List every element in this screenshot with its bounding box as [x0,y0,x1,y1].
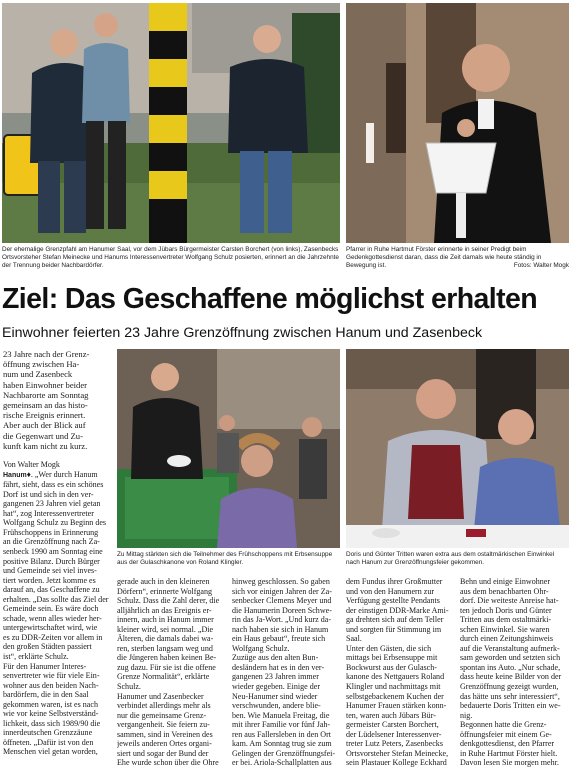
column-1-line: untergewirtschaftet wird, wie [3,623,98,633]
column-1-line: positive Bilanz. Durch Bürger [3,556,100,566]
column-2-line: zug dazu. Für sie ist die offene [117,662,216,672]
column-2-line: jeweils anderen Ortes organi- [117,739,212,749]
column-1-line: erhalten. „Das sollte das Ziel der [3,594,109,604]
column-2-line: Schulz. [117,682,141,692]
column-2-line: Dörfern“, erinnerte Wolfgang [117,586,213,596]
column-1-line: ist“, erklärte Schulz. [3,651,69,661]
column-5-line: durch einen Zeitungshinweis [460,634,553,644]
dateline: Hanum [3,471,27,479]
column-5-line: schen Einwinkel. Sie waren [460,624,550,634]
column-3-line: Zuzüge aus den alten Bun- [232,653,319,663]
column-4-line: Bockwurst aus der Gulasch- [346,662,437,672]
photo-soup-caption: Zu Mittag stärkten sich die Teilnehmer des Frühschoppens mit Erbsensuppe aus der Gulaschkanone von Roland Klingler. [117,551,333,566]
column-2-line: gerade auch in den kleineren [117,577,210,586]
photo-soup [117,349,340,548]
column-5-line: aus dem benachbarten Ohr- [460,586,549,596]
column-3-line: er bei. Ariola-Schallplatten aus [232,758,332,768]
column-3-line: hinweg geschlossen. So gaben [232,577,330,586]
column-3-line: ben. Wie Manuela Freitag, die [232,710,330,720]
column-1-text [3,470,111,757]
column-3-line: Wolfgang Schulz. [232,643,290,653]
column-3-line: nach haben sie sich in Hanum [232,624,329,634]
article-subheadline: Einwohner feierten 23 Jahre Grenzöffnung zwischen Hanum und Zasenbeck [2,325,483,341]
column-4-line: dem Fundus ihrer Großmutter [346,577,443,586]
column-1-line: wohner aus den beiden Nach- [3,680,99,690]
column-4-line: ten, waren auch Jübars Bür- [346,710,436,720]
photo-pastor-caption: Pfarrer in Ruhe Hartmut Förster erinnerte in seiner Predigt beim Gedenkgottesdienst daran, dass die Zeit damals wie heute ständig in Bewegung ist. [346,246,542,269]
column-5-line: sam geworden und setzten sich [460,653,561,663]
column-1-line: Frühschoppens in Erinnerung [3,527,99,537]
column-4-line: Ortsvorsteher Stefan Meinecke, [346,748,449,758]
column-5-line: Behn und einige Einwohner [460,577,551,586]
column-5-line: Tritten aus dem ostaltmärki- [460,615,552,625]
column-3-line: desländern hat es in den ver- [232,662,325,672]
column-3-line: sich vor einigen Jahren der Za- [232,586,332,596]
article-column-5 [460,577,569,768]
column-1-line: gekommen waren, ist es nach [3,699,98,709]
column-5-line: Davon lesen Sie morgen mehr. [460,758,559,768]
column-5-line: öffnungsfeier mit einem Ge- [460,729,552,739]
column-4-line: Verfügung gestellte Pendants [346,596,440,606]
photo-border-post-caption: Der ehemalige Grenzpfahl am Hanumer Saal, vor dem Jübars Bürgermeister Carsten Borchert (von links), Zasenbecks Ortsvorsteher Stefan Meinecke und Hanums Interessenvertreter Wolfgang Schulz posierten, erinnert an die Jahrzehnte der Trennung beider Nachbardörfer. [2,246,339,269]
column-3-line: ein Haus gebaut“, freute sich [232,634,326,644]
column-4-line: Unter den Gästen, die sich [346,643,432,653]
column-1-line: darauf an, das Geschaffene zu [3,585,100,595]
column-2-line: ren, sterben langsam weg und [117,643,213,653]
column-1-line: ♦. „Wer durch Hanum [26,469,98,479]
column-3-line: mit ihrer Familie vor fünf Jah- [232,720,331,730]
column-1-line: Menschen viel getan worden, [3,747,98,757]
column-2-line: nur die gemeinsame Grenz- [117,710,207,720]
column-1-line: innerdeutschen Grenzzäune [3,728,93,738]
photo-soup-image [117,349,340,548]
column-2-line: kleiner wird, sei normal. „Die [117,624,214,634]
intro-line: rische Ereignis erinnert. [3,410,86,421]
column-4-line: kanone des Nettgauers Roland [346,672,445,682]
column-2-line: Schulz. Dass die Zahl derer, die [117,596,220,606]
article-column-1 [3,349,111,757]
column-4-line: treter Lutz Peters, Zasenbecks [346,739,443,749]
column-3-line: ren aus Fallersleben in den Ort [232,729,331,739]
column-1-line: Wolfgang Schulz zu Beginn des [3,518,107,528]
intro-paragraph [3,349,111,451]
column-4-line: ga drehten sich auf dem Teller [346,615,444,625]
column-3-line: kam. Am Sonntag trug sie zum [232,739,332,749]
article-column-2 [117,577,227,768]
column-5-line: dorf. Die weiteste Anreise hat- [460,596,559,606]
column-4-line: germeister Carsten Borchert, [346,720,439,730]
column-4-line: und sorgten für Stimmung im [346,624,442,634]
column-3-line: verschwunden, andere blie- [232,701,321,711]
article-column-4 [346,577,456,768]
column-5-line: dass heute keine Bilder von der [460,672,562,682]
column-2-line: Grenze Normalität“, erklärte [117,672,210,682]
column-1-line: Für den Hanumer Interes- [3,661,87,671]
author-byline: Von Walter Mogk [3,460,60,470]
photo-pastor-image [346,3,569,243]
article-column-3 [232,577,342,768]
column-5-line: auf die Veranstaltung aufmerk- [460,643,560,653]
column-1-line: lichkeit, dass sich 1989/90 die [3,718,101,728]
column-1-line: Dorf ist und sich in den ver- [3,489,94,499]
column-2-line: Hanumer und Zasenbecker [117,691,204,701]
column-5-line: bedauerte Doris Tritten ein we- [460,701,561,711]
intro-line: öffnung zwischen Ha- [3,359,80,370]
column-1-line: schade, wenn alles wieder her- [3,613,102,623]
column-4-line: Saal. [346,634,362,644]
column-1-line: den großen Städten passiert [3,642,92,652]
photo-credit: Fotos: Walter Mogk [513,262,569,269]
column-5-line: denkgottesdienst, den Pfarrer [460,739,555,749]
column-5-line: nig. [460,710,473,720]
column-1-line: fährt, sieht, dass es ein schönes [3,480,104,490]
photo-couple-image [346,349,569,548]
column-2-line: vergangenheit. Sie feiern zu- [117,720,210,730]
column-5-line: in Ruhe Hartmut Förster hielt. [460,748,558,758]
column-1-line: öffneten. „Dafür ist von den [3,737,94,747]
column-1-line: senbeck 1990 am Sonntag eine [3,546,103,556]
column-4-line: Hanumer Frauen stärken konn- [346,701,447,711]
column-4-line: der Lüdelsener Interessenver- [346,729,442,739]
column-2-line: alljährlich an das Ereignis er- [117,605,212,615]
column-5-line: Begonnen hatte die Grenz- [460,720,547,730]
intro-line: die Gegenwart und Zu- [3,430,83,441]
column-4-line: und von den Hanumern zur [346,586,435,596]
column-1-line: senvertreter wie für viele Ein- [3,671,100,681]
photo-border-post-image [2,3,340,243]
intro-line: kunft kam nicht zu kurz. [3,440,88,451]
column-3-line: wieder gegeben. Einige der [232,682,321,692]
intro-line: 23 Jahre nach der Grenz- [3,349,90,359]
column-5-line: spontan ins Auto. „Nur schade, [460,662,561,672]
column-5-line: Grenzöffnung gezeigt wurden, [460,682,559,692]
column-3-line: rin das Ja-Wort. „Und kurz da- [232,615,332,625]
column-1-line: bardörfern, die in den Saal [3,690,89,700]
photo-pastor [346,3,569,243]
column-1-line: hat“, zog Interessenvertreter [3,508,94,518]
column-3-line: die Hanumerin Doreen Schwe- [232,605,332,615]
photo-border-post [2,3,340,243]
column-5-line: ten jedoch Doris und Günter [460,605,552,615]
column-4-line: Klingler und nachmittags mit [346,682,441,692]
column-1-line: gangenen 23 Jahren viel getan [3,499,101,509]
column-3-line: gangenen 23 Jahren immer [232,672,319,682]
column-4-line: sein Plastauer Kollege Eckhard [346,758,447,768]
column-1-line: tiert worden. Jetzt komme es [3,575,96,585]
column-2-line: siert und sogar der Bund der [117,748,209,758]
intro-line: haben Einwohner beider [3,379,87,390]
photo-couple [346,349,569,548]
column-5-line: das hätte uns sehr interessiert“, [460,691,560,701]
article-headline: Ziel: Das Geschaffene möglichst erhalten [2,283,538,315]
column-2-line: Älteren, die damals dabei wa- [117,634,214,644]
column-1-line: wie vor keine Selbstverständ- [3,709,99,719]
column-2-line: Ehe wurde schon über die Ohre [117,758,219,768]
photo-couple-caption: Doris und Günter Tritten waren extra aus dem ostaltmärkischen Einwinkel nach Hanum zur Grenzöffnungsfeier gekommen. [346,551,555,566]
column-3-line: Neu-Hanumer sind wieder [232,691,318,701]
column-2-line: innern, auch in Hanum immer [117,615,214,625]
column-1-line: und Gemeinde sei viel inves- [3,566,97,576]
column-2-line: die Jüngeren haben keinen Be- [117,653,217,663]
column-4-line: der einstigen DDR-Marke Ami- [346,605,449,615]
column-1-line: an die Grenzöffnung nach Za- [3,537,100,547]
intro-line: Nachbarorte am Sonntag [3,389,89,400]
column-1-line: Gemeinde sein. Es wäre doch [3,604,99,614]
column-4-line: mittags bei Erbsensuppe mit [346,653,438,663]
column-4-line: selbstgebackenem Kuchen der [346,691,444,701]
intro-line: num und Zasenbeck [3,369,73,380]
column-2-line: verbindet allerdings mehr als [117,701,211,711]
column-1-line: es zu DDR-Zeiten vor allem in [3,632,103,642]
intro-line: Aber auch der Blick auf [3,420,86,431]
column-3-line: Gelingen der Grenzöffnungsfei- [232,748,336,758]
column-3-line: senbecker Clemens Meyer und [232,596,332,606]
column-2-line: sammen, sind in Vereinen des [117,729,213,739]
intro-line: gemeinsam an das histo- [3,400,88,411]
